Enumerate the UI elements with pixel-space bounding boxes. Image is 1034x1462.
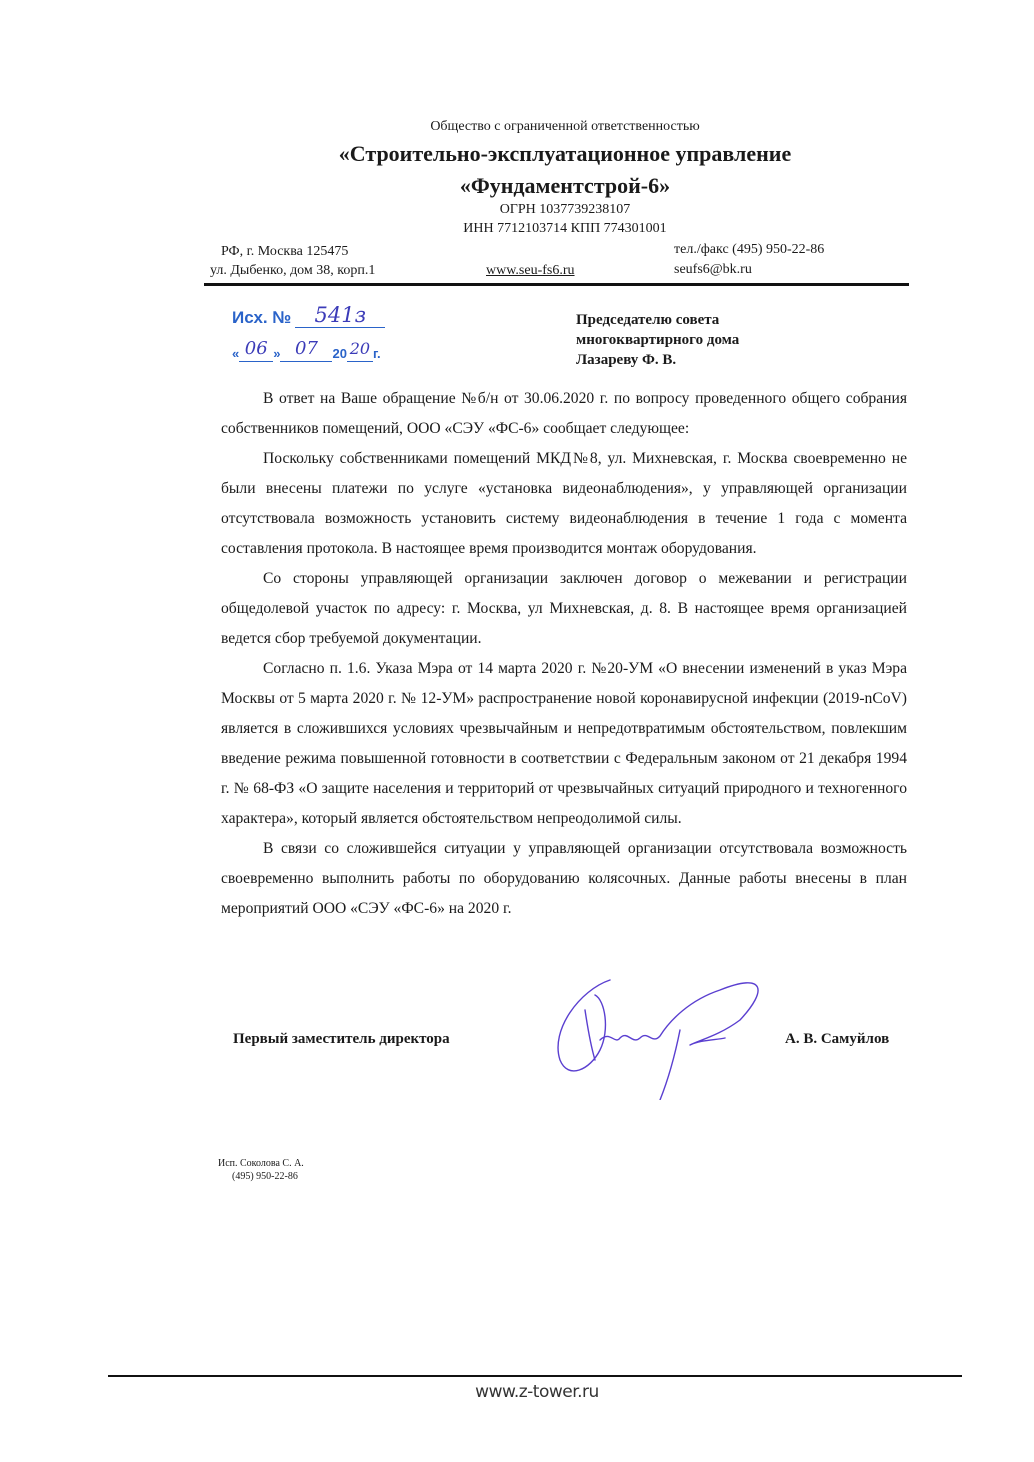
addressee-line-2: многоквартирного дома	[576, 332, 740, 348]
header-divider	[204, 283, 909, 286]
paragraph: Поскольку собственниками помещений МКД№8, ул. Михневская, г. Москва своевременно не были внесены платежи по услуге «установка видеонаблюдения», у управляющей организации отсутствовала возможность установить систему видеонаблюдения в течение 1 года с момента составления протокола. В настоящее время производится монтаж оборудования.	[221, 450, 907, 557]
executor-info	[218, 1157, 304, 1183]
watermark-url: www.z-tower.ru	[475, 1382, 599, 1402]
paragraph: В связи со сложившейся ситуации у управляющей организации отсутствовала возможность своевременно выполнить работы по оборудованию колясочных. Данные работы внесены в план мероприятий ООО «СЭУ «ФС-6» на 2020 г.	[221, 840, 907, 917]
paragraph: Со стороны управляющей организации заключен договор о межевании и регистрации общедолевой участок по адресу: г. Москва, ул Михневская, д. 8. В настоящее время организацией ведется сбор требуемой документации.	[221, 570, 907, 647]
open-quote: «	[232, 346, 240, 361]
paragraph: В ответ на Ваше обращение №б/н от 30.06.2020 г. по вопросу проведенного общего собрания собственников помещений, ООО «СЭУ «ФС-6» сообщает следующее:	[221, 390, 907, 437]
inn-kpp: ИНН 7712103714 КПП 774301001	[463, 221, 667, 236]
email: seufs6@bk.ru	[674, 262, 752, 277]
outgoing-number-label: Исх. №	[232, 308, 292, 327]
addressee	[576, 310, 739, 370]
org-type: Общество с ограниченной ответственностью	[430, 119, 700, 134]
addressee-line-1: Председателю совета	[576, 312, 720, 328]
date-day: 06	[239, 337, 273, 362]
org-name: «Строительно-эксплуатационное управление	[338, 141, 792, 166]
letter-body	[221, 384, 907, 924]
outgoing-stamp	[232, 298, 402, 362]
executor-phone: (495) 950-22-86	[232, 1171, 298, 1182]
signatory-name: А. В. Самуйлов	[785, 1031, 890, 1047]
signatory-title: Первый заместитель директора	[233, 1031, 450, 1047]
date-year: 20	[347, 337, 373, 362]
outgoing-number-row	[232, 298, 402, 328]
website-link[interactable]: www.seu-fs6.ru	[486, 263, 575, 278]
year-end: г.	[372, 346, 381, 361]
year-prefix: 20	[332, 346, 347, 361]
date-row	[232, 332, 402, 362]
date-month: 07	[280, 337, 332, 362]
addressee-line-3: Лазареву Ф. В.	[576, 352, 677, 368]
address-line-2: ул. Дыбенко, дом 38, корп.1	[210, 263, 376, 278]
close-quote: »	[273, 346, 281, 361]
phone-fax: тел./факс (495) 950-22-86	[674, 242, 825, 257]
org-short-name: «Фундаментстрой-6»	[459, 173, 671, 198]
ogrn: ОГРН 1037739238107	[499, 202, 631, 217]
outgoing-number: 541з	[295, 303, 385, 328]
signature-stroke	[558, 980, 758, 1100]
executor-name: Исп. Соколова С. А.	[218, 1158, 304, 1169]
handwritten-signature	[540, 960, 770, 1100]
footer-divider	[108, 1375, 962, 1377]
paragraph: Согласно п. 1.6. Указа Мэра от 14 марта 2020 г. №20-УМ «О внесении изменений в указ Мэра Москвы от 5 марта 2020 г. № 12-УМ» распространение новой коронавирусной инфекции (2019-nCoV) является в сложившихся условиях чрезвычайным и непредотвратимым обстоятельством, повлекшим введение режима повышенной готовности в соответствии с Федеральным законом от 21 декабря 1994 г. № 68-ФЗ «О защите населения и территорий от чрезвычайных ситуаций природного и техногенного характера», который является обстоятельством непреодолимой силы.	[221, 660, 907, 827]
address-line-1: РФ, г. Москва 125475	[221, 244, 349, 259]
